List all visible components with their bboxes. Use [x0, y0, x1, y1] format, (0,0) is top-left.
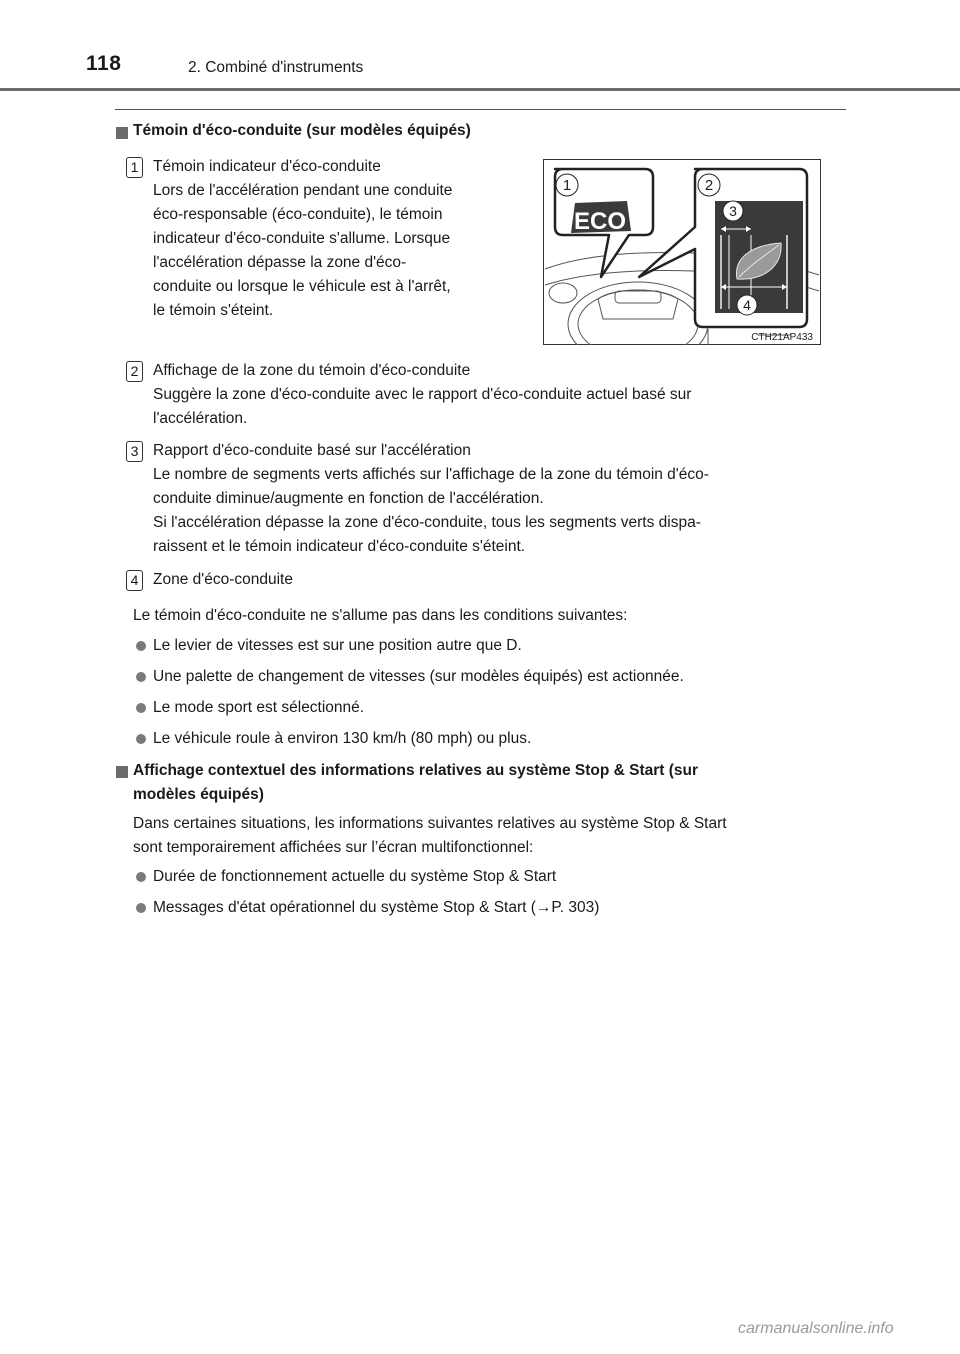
item-line: Lors de l'accélération pendant une conduite [153, 182, 453, 199]
item-line: indicateur d'éco-conduite s'allume. Lorsque [153, 230, 451, 247]
condition-item: Une palette de changement de vitesses (sur modèles équipés) est actionnée. [153, 668, 684, 685]
item-line: conduite ou lorsque le véhicule est à l'arrêt, [153, 278, 451, 295]
bullet-dot [136, 641, 146, 651]
item-number-badge: 4 [126, 570, 143, 591]
site-watermark: carmanualsonline.info [738, 1320, 894, 1337]
bullet-dot [136, 872, 146, 882]
section-marker-square [116, 127, 128, 139]
item-heading: Rapport d'éco-conduite basé sur l'accélération [153, 442, 471, 459]
svg-text:2: 2 [704, 177, 714, 194]
bullet-dot [136, 703, 146, 713]
section-title: Témoin d'éco-conduite (sur modèles équipés) [133, 122, 471, 139]
section-body-line: sont temporairement affichées sur l’écran multifonctionnel: [133, 839, 534, 856]
condition-item: Le mode sport est sélectionné. [153, 699, 365, 716]
section-title-continued: modèles équipés) [133, 786, 264, 803]
item-line: Le nombre de segments verts affichés sur l'affichage de la zone du témoin d'éco- [153, 466, 709, 483]
conditions-intro: Le témoin d'éco-conduite ne s'allume pas dans les conditions suivantes: [133, 607, 628, 624]
item-line: le témoin s'éteint. [153, 302, 274, 319]
item-heading: Zone d'éco-conduite [153, 571, 293, 588]
section-title: Affichage contextuel des informations relatives au système Stop & Start (sur [133, 762, 699, 779]
condition-item: Le véhicule roule à environ 130 km/h (80 mph) ou plus. [153, 730, 532, 747]
svg-text:1: 1 [562, 177, 572, 194]
section-rule [115, 109, 846, 110]
svg-text:3: 3 [729, 203, 737, 219]
section-marker-square [116, 766, 128, 778]
eco-indicator-illustration [543, 159, 821, 345]
bullet-dot [136, 734, 146, 744]
item-line: conduite diminue/augmente en fonction de l'accélération. [153, 490, 544, 507]
item-line: éco-responsable (éco-conduite), le témoin [153, 206, 443, 223]
item-number-badge: 2 [126, 361, 143, 382]
section-body-line: Dans certaines situations, les informations suivantes relatives au système Stop & Start [133, 815, 727, 832]
item-line: raissent et le témoin indicateur d'éco-conduite s'éteint. [153, 538, 526, 555]
header-rule [0, 88, 960, 91]
item-heading: Affichage de la zone du témoin d'éco-conduite [153, 362, 471, 379]
condition-item: Le levier de vitesses est sur une position autre que D. [153, 637, 522, 654]
page-number: 118 [86, 52, 122, 75]
section-bullet-item: Durée de fonctionnement actuelle du système Stop & Start [153, 868, 557, 885]
item-line: l'accélération dépasse la zone d'éco- [153, 254, 407, 271]
page-header [0, 0, 960, 95]
bullet-dot [136, 672, 146, 682]
section-bullet-item: Messages d'état opérationnel du système Stop & Start (→P. 303) [153, 899, 600, 916]
item-number-badge: 1 [126, 157, 143, 178]
item-line: l'accélération. [153, 410, 248, 427]
item-line: Si l'accélération dépasse la zone d'éco-conduite, tous les segments verts dispa- [153, 514, 701, 531]
item-heading: Témoin indicateur d'éco-conduite [153, 158, 381, 175]
item-number-badge: 3 [126, 441, 143, 462]
chapter-title: 2. Combiné d'instruments [188, 59, 364, 76]
bullet-dot [136, 903, 146, 913]
svg-text:4: 4 [743, 297, 751, 313]
item-line: Suggère la zone d'éco-conduite avec le rapport d'éco-conduite actuel basé sur [153, 386, 692, 403]
eco-label: ECO [573, 208, 627, 235]
figure-code: CTH21AP433 [751, 332, 813, 343]
